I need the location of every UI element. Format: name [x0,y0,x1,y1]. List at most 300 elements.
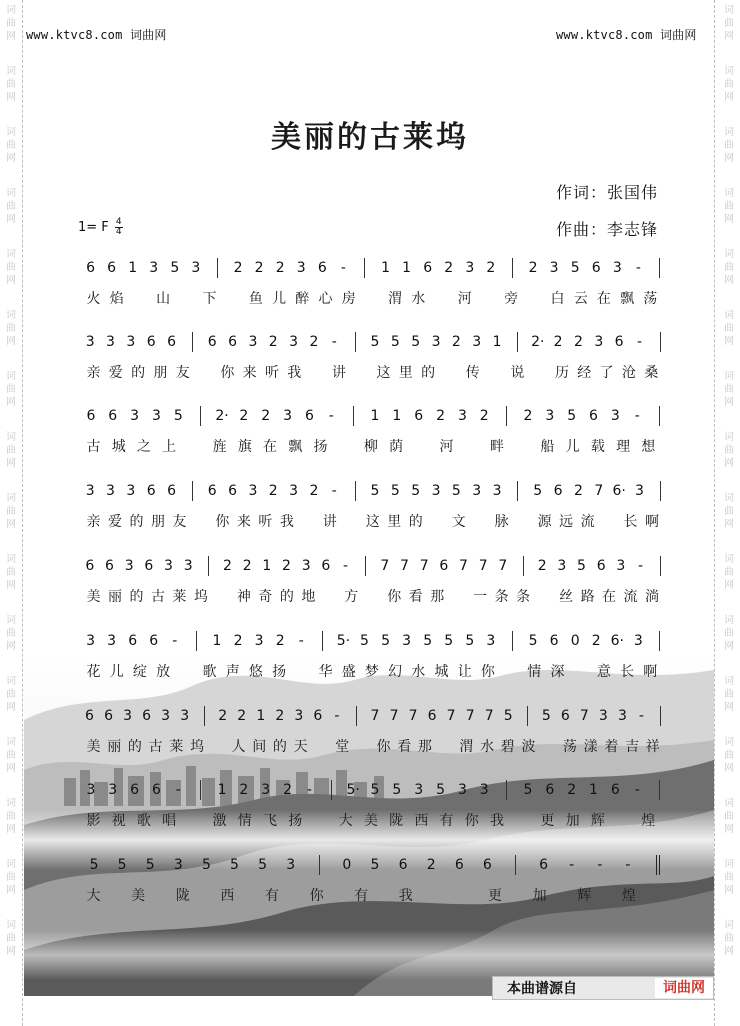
watermark-char: 网 [6,641,16,652]
note: 2 [282,558,291,574]
lyric-syllable: 你 [220,365,236,381]
note: 7 [400,558,409,574]
note: 6 [539,857,549,873]
watermark-char: 词 [724,859,734,870]
watermark-char: 词 [724,920,734,931]
score-row [0,481,740,551]
watermark-char: 曲 [6,384,16,395]
note: 2 [528,260,538,276]
note: 6 [228,334,238,350]
watermark-char: 词 [724,5,734,16]
lyric-syllable: 歌 [136,813,152,829]
lyric-syllable: 盛 [341,664,357,680]
note: 3 [617,708,627,724]
lyric-syllable: 煌 [641,813,657,829]
lyric-syllable: 讲 [331,365,347,381]
note: 5 [567,408,577,424]
note: 3 [261,782,271,798]
dash-extension: - [635,260,641,276]
lyric-syllable: 这 [376,365,392,381]
note: 3 [180,708,190,724]
note: 3 [486,633,496,649]
lyric-syllable: 白 [550,291,566,307]
note: 6· [612,483,626,499]
lyric-syllable: 文 [451,514,467,530]
melody-line [80,406,670,436]
watermark-char: 网 [6,275,16,286]
note: 7 [465,708,475,724]
lyric-syllable: 加 [532,888,548,904]
note: 3 [472,483,482,499]
note: 7 [484,708,494,724]
watermark-char: 词 [724,66,734,77]
lyric-syllable: 之 [136,439,152,455]
watermark-group [6,919,16,980]
lyric-syllable: 荫 [389,439,405,455]
watermark-char: 网 [724,824,734,835]
lyric-syllable: 儿 [109,664,125,680]
note: 6 [207,483,217,499]
dash-extension: - [334,708,340,724]
note: 3 [130,408,140,424]
lyric-syllable: 长 [623,514,639,530]
note: 5 [451,483,461,499]
note: 3 [248,483,258,499]
lyric-syllable: 你 [309,888,325,904]
dash-extension: - [625,857,631,873]
lyric-syllable: 意 [596,664,612,680]
watermark-char: 曲 [724,872,734,883]
note: 5 [541,708,551,724]
note: 3 [283,408,293,424]
note: 3 [126,483,136,499]
note: 6 [85,558,95,574]
note: 2 [537,558,547,574]
note: 3 [289,334,299,350]
lyric-syllable: 旌 [212,439,228,455]
watermark-char: 网 [724,458,734,469]
dash-extension: - [634,782,640,798]
note: 5 [411,334,421,350]
barline [660,332,661,352]
note: 6 [589,408,598,424]
note: 5 [89,857,99,873]
lyric-syllable: 古 [86,439,102,455]
note: 3 [107,633,117,649]
note: 7 [370,708,380,724]
note: 1 [492,334,502,350]
watermark-char: 曲 [724,18,734,29]
dash-extension: - [328,408,334,424]
lyric-line [86,885,676,905]
lyric-syllable: 看 [397,739,413,755]
lyric-syllable: 歌 [202,664,218,680]
barline [515,855,516,875]
note: 3 [465,260,475,276]
watermark-char: 网 [6,336,16,347]
note: 2 [275,260,285,276]
watermark-char: 词 [724,188,734,199]
lyric-syllable: 那 [417,739,433,755]
note: 6 [317,260,327,276]
score-row [0,406,740,476]
lyric-syllable: 渭 [459,739,475,755]
barline [331,780,332,800]
lyric-syllable: 远 [559,514,575,530]
lyric-syllable: 我 [287,365,303,381]
melody-line [80,481,670,511]
barline [523,556,524,576]
watermark-char: 曲 [6,201,16,212]
note: 6 [313,708,323,724]
watermark-char: 网 [724,946,734,957]
lyric-syllable: 听 [264,365,280,381]
lyric-syllable: 地 [301,589,317,605]
lyric-syllable: 房 [341,291,357,307]
note: 2 [479,408,489,424]
final-barline [656,855,664,875]
lyric-syllable: 友 [175,365,191,381]
note: 6 [207,334,217,350]
lyric-syllable: 坞 [193,589,209,605]
note: 5 [370,483,380,499]
lyric-syllable: 的 [279,589,295,605]
lyric-syllable: 加 [565,813,581,829]
time-signature [115,218,123,237]
note: 6 [108,408,118,424]
dash-extension: - [638,708,644,724]
lyric-syllable: 了 [599,365,615,381]
note: 6 [104,708,113,724]
lyric-syllable: 悠 [248,664,264,680]
watermark-char: 词 [6,493,16,504]
note: 3 [431,334,441,350]
lyric-line [86,810,676,830]
lyric-syllable: 听 [258,514,274,530]
lyric-syllable: 船 [540,439,556,455]
lyric-syllable: 经 [577,365,593,381]
note: 7 [419,558,429,574]
note: 3 [557,558,567,574]
note: 2 [309,483,319,499]
note: 3 [616,558,626,574]
note: 2 [237,708,247,724]
barline [506,780,507,800]
score-row [0,332,740,402]
lyric-syllable: 来 [242,365,258,381]
note: 5 [411,483,421,499]
watermark-group [6,187,16,248]
header-url-right[interactable]: www.ktvc8.com 词曲网 [556,28,697,42]
note: 5 [230,857,239,873]
lyric-syllable: 激 [212,813,228,829]
lyric-syllable: 美 [363,813,379,829]
lyric-syllable: 你 [376,739,392,755]
watermark-char: 网 [724,92,734,103]
lyric-syllable: 碧 [500,739,516,755]
note: 3 [149,260,159,276]
lyric-syllable: 荡 [643,291,659,307]
lyric-syllable: 美 [86,589,102,605]
lyric-syllable: 啊 [643,664,659,680]
note: 5 [381,633,390,649]
lyric-syllable: 柳 [363,439,379,455]
lyric-syllable: 深 [550,664,566,680]
barline [659,406,660,426]
watermark-char: 曲 [6,506,16,517]
note: 5 [370,334,380,350]
note: 5 [444,633,454,649]
lyric-syllable: 焰 [109,291,125,307]
barline [659,631,660,651]
watermark-char: 网 [6,885,16,896]
note: 3 [254,633,264,649]
note: 5 [423,633,433,649]
note: 6 [304,408,314,424]
melody-line [80,855,670,885]
note: 5 [436,782,445,798]
watermark-char: 网 [6,946,16,957]
lyric-syllable: 儿 [272,291,288,307]
lyric-syllable: 的 [127,739,143,755]
watermark-char: 网 [724,702,734,713]
note: 1 [370,408,380,424]
watermark-group [724,919,734,980]
note: 6 [86,260,95,276]
watermark-char: 网 [724,397,734,408]
note: 6 [610,782,620,798]
note: 5 [465,633,475,649]
lyric-syllable: 有 [264,888,280,904]
note: 3 [549,260,559,276]
note: 3 [402,633,412,649]
source-site-link[interactable]: 词曲网 [655,978,713,998]
note: 1 [262,558,272,574]
header-url-left[interactable]: www.ktvc8.com 词曲网 [26,28,167,42]
note: 3 [492,483,502,499]
note: 7 [446,708,456,724]
watermark-char: 网 [724,153,734,164]
watermark-char: 词 [724,615,734,626]
note: 5 [359,633,369,649]
lyric-syllable: 讲 [322,514,338,530]
note: 3 [106,334,115,350]
barline [517,481,518,501]
note: 6 [423,260,433,276]
score-row [0,780,740,850]
source-banner [492,976,714,1000]
watermark-char: 曲 [724,79,734,90]
lyric-syllable: 在 [602,589,618,605]
lyric-syllable: 荡 [562,739,578,755]
note: 2 [283,782,293,798]
dash-extension: - [306,782,312,798]
watermark-char: 网 [724,580,734,591]
lyric-syllable: 心 [318,291,334,307]
lyric-syllable: 啊 [645,514,661,530]
watermark-char: 曲 [6,872,16,883]
lyric-syllable: 爱 [107,514,123,530]
note: 5 [258,857,268,873]
note: 2 [223,558,232,574]
note: 5 [523,782,533,798]
barline [660,706,661,726]
note: 6 [321,558,331,574]
watermark-char: 曲 [724,689,734,700]
lyric-syllable: 的 [272,739,288,755]
lyric-syllable: 唱 [162,813,178,829]
watermark-char: 词 [724,127,734,138]
lyric-syllable: 间 [252,739,268,755]
lyric-syllable: 看 [408,589,424,605]
note: 3 [633,633,643,649]
lyric-syllable: 这 [365,514,381,530]
watermark-char: 网 [724,763,734,774]
watermark-char: 词 [6,676,16,687]
barline [192,332,193,352]
note: 5 [370,782,380,798]
lyric-line [86,288,676,308]
lyric-syllable: 水 [411,291,427,307]
note: 2 [268,483,278,499]
lyric-line [86,661,676,681]
note: 7 [389,708,399,724]
barline [517,332,518,352]
melody-line [80,556,670,586]
note: 3 [289,483,299,499]
watermark-char: 网 [6,397,16,408]
note: 6 [167,334,176,350]
lyric-syllable: 坞 [190,739,206,755]
lyric-syllable: 方 [344,589,360,605]
note: 6 [105,558,114,574]
lyric-syllable: 放 [156,664,172,680]
note: 5 [577,558,586,574]
watermark-char: 曲 [6,628,16,639]
note: 3 [472,334,482,350]
barline [355,481,356,501]
lyric-syllable: 醉 [295,291,311,307]
note: 2 [444,260,454,276]
note: 5 [390,483,400,499]
watermark-char: 词 [724,493,734,504]
lyric-syllable: 飘 [288,439,304,455]
note: 3 [479,782,489,798]
lyric-syllable: 我 [489,813,505,829]
melody-line [80,258,670,288]
lyric-syllable: 畔 [489,439,505,455]
note: 6 [545,782,555,798]
note: 7 [478,558,488,574]
lyric-syllable: 条 [494,589,510,605]
score-row [0,855,740,925]
lyric-syllable: 美 [131,888,147,904]
note: 3 [598,708,608,724]
note: 7 [459,558,468,574]
note: 2 [254,260,264,276]
watermark-char: 曲 [724,567,734,578]
lyric-syllable: 梦 [364,664,380,680]
note: 7 [380,558,390,574]
note: 1 [128,260,138,276]
lyric-line [86,511,676,531]
watermark-char: 词 [6,432,16,443]
barline [660,481,661,501]
barline [660,556,661,576]
watermark-char: 网 [724,31,734,42]
watermark-char: 网 [6,702,16,713]
lyric-syllable: 西 [220,888,236,904]
lyric-syllable: 流 [623,589,639,605]
lyric-syllable: 火 [86,291,102,307]
lyric-syllable: 更 [540,813,556,829]
note: 3 [123,708,133,724]
note: 6 [398,857,408,873]
lyric-syllable: 大 [338,813,354,829]
note: 1 [392,408,402,424]
lyric-syllable: 煌 [621,888,637,904]
watermark-char: 网 [6,763,16,774]
lyric-syllable: 奇 [258,589,274,605]
dash-extension: - [331,334,337,350]
note: 3 [457,408,467,424]
watermark-char: 词 [6,310,16,321]
watermark-char: 网 [6,214,16,225]
watermark-char: 词 [724,310,734,321]
note: 0 [570,633,580,649]
source-label: 本曲谱源自 [507,981,577,997]
lyric-syllable: 你 [215,514,231,530]
lyric-syllable: 辉 [590,813,606,829]
watermark-char: 词 [724,371,734,382]
note: 2· [531,334,545,350]
dash-extension: - [298,633,304,649]
note: 6 [144,558,154,574]
note: 1 [402,260,412,276]
barline [208,556,209,576]
note: 3 [594,334,604,350]
lyric-syllable: 幻 [388,664,404,680]
lyric-syllable: 河 [457,291,473,307]
lyric-syllable: 的 [421,365,437,381]
dash-extension: - [634,408,640,424]
lyric-syllable: 影 [86,813,102,829]
lyric-syllable: 鱼 [248,291,264,307]
melody-line [80,780,670,810]
note: 2 [309,334,319,350]
lyric-syllable: 来 [236,514,252,530]
note: 2 [553,334,563,350]
lyric-syllable: 载 [590,439,606,455]
composer-credit: 作曲：李志锋 [556,220,659,239]
lyric-syllable: 堂 [335,739,351,755]
dash-extension: - [331,483,337,499]
note: 5 [528,633,538,649]
watermark-char: 曲 [724,811,734,822]
note: 2 [451,334,461,350]
note: 2 [486,260,496,276]
watermark-char: 网 [724,214,734,225]
lyricist-credit: 作词：张国伟 [556,183,659,202]
lyric-syllable: 扬 [272,664,288,680]
note: 5 [145,857,155,873]
lyric-syllable: 古 [150,589,166,605]
note: 5· [336,633,351,649]
lyric-syllable: 莱 [169,739,185,755]
score-row [0,258,740,328]
watermark-char: 词 [6,554,16,565]
note: 5 [503,708,513,724]
